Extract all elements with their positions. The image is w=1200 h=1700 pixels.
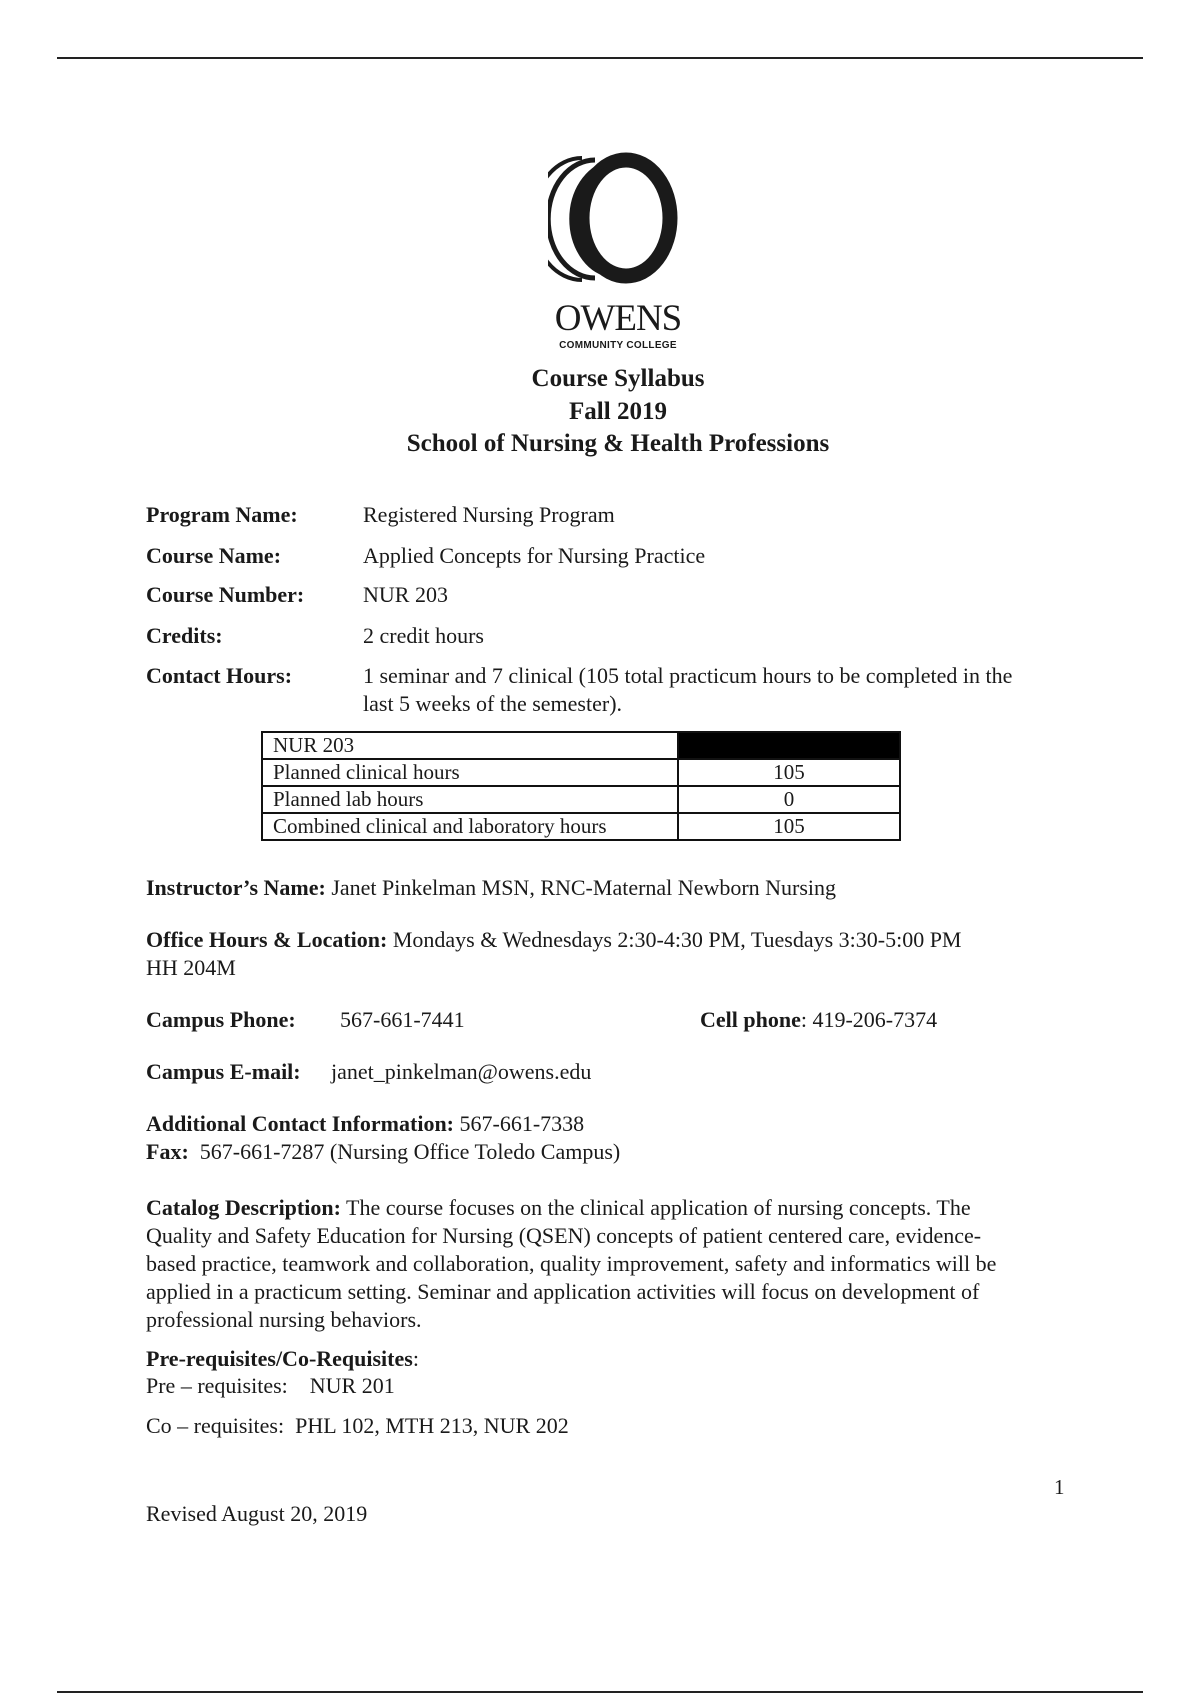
email-value: janet_pinkelman@owens.edu [331,1059,592,1084]
office-hours-value: Mondays & Wednesdays 2:30-4:30 PM, Tuesdays 3:30-5:00 PM [392,927,962,952]
instructor-label: Instructor’s Name: [146,875,326,900]
program-value: Registered Nursing Program [363,502,615,527]
table-row-label: Planned lab hours [262,786,678,813]
contact-hours-value-line2: last 5 weeks of the semester). [363,691,623,716]
table-row-label: Combined clinical and laboratory hours [262,813,678,840]
prereq-heading: Pre-requisites/Co-Requisites [146,1346,413,1371]
catalog-description [146,1194,1086,1334]
catalog-text: The course focuses on the clinical application of nursing concepts. The [346,1195,971,1220]
catalog-line: Quality and Safety Education for Nursing (QSEN) concepts of patient centered care, evidence- [146,1223,982,1248]
instructor-value: Janet Pinkelman MSN, RNC-Maternal Newborn Nursing [331,875,837,900]
campus-phone-value: 567-661-7441 [340,1007,465,1032]
credits-label: Credits: [146,623,223,648]
catalog-line [146,1194,1086,1222]
catalog-label: Catalog Description: [146,1195,341,1220]
table-row [262,759,900,786]
top-rule [57,57,1143,59]
revised-date: Revised August 20, 2019 [146,1501,368,1526]
school-title: School of Nursing & Health Professions [406,430,830,457]
table-header-blank-cell [678,732,900,759]
table-row-label: Planned clinical hours [262,759,678,786]
additional-contact-value: 567-661-7338 [459,1111,585,1136]
hours-table [261,731,901,841]
cell-phone-value: : 419-206-7374 [800,1007,938,1032]
fax-value: 567-661-7287 (Nursing Office Toledo Campus) [199,1139,621,1164]
office-hours-line [146,927,962,953]
pre-requisites-label: Pre – requisites: [146,1373,288,1398]
table-row-value: 0 [678,786,900,813]
table-header-row [262,732,900,759]
fax-label: Fax: [146,1139,189,1164]
cell-phone-line [700,1007,937,1033]
course-number-label: Course Number: [146,582,305,607]
table-row [262,786,900,813]
co-requisites-line [146,1413,569,1439]
co-requisites-value: PHL 102, MTH 213, NUR 202 [295,1413,569,1438]
page-number: 1 [1054,1475,1065,1499]
instructor-line [146,875,836,901]
semester-title: Fall 2019 [569,398,667,425]
table-row-value: 105 [678,759,900,786]
fax-line [146,1139,620,1165]
course-number-value: NUR 203 [363,582,448,607]
email-label: Campus E-mail: [146,1059,301,1084]
credits-value: 2 credit hours [363,623,484,648]
program-label: Program Name: [146,502,298,527]
contact-hours-value-line1: 1 seminar and 7 clinical (105 total practicum hours to be completed in the [363,663,1013,688]
co-requisites-label: Co – requisites: [146,1413,285,1438]
campus-phone-label: Campus Phone: [146,1007,296,1032]
catalog-line: applied in a practicum setting. Seminar and application activities will focus on development of [146,1279,980,1304]
cell-phone-label: Cell phone [700,1007,801,1032]
logo-subtitle: COMMUNITY COLLEGE [559,340,677,351]
course-name-label: Course Name: [146,543,282,568]
office-room: HH 204M [146,955,236,980]
prereq-heading-suffix: : [412,1346,419,1371]
pre-requisites-line [146,1373,395,1399]
catalog-line: professional nursing behaviors. [146,1307,422,1332]
logo-wordmark: OWENS [554,298,682,339]
owens-logo-icon [548,150,688,290]
pre-requisites-value: NUR 201 [309,1373,395,1398]
course-name-value: Applied Concepts for Nursing Practice [363,543,706,568]
syllabus-title: Course Syllabus [531,365,705,392]
bottom-rule [57,1691,1143,1693]
additional-contact-line [146,1111,584,1137]
contact-hours-label: Contact Hours: [146,663,293,688]
table-header-cell: NUR 203 [262,732,678,759]
prereq-heading-line [146,1346,419,1372]
table-row-value: 105 [678,813,900,840]
additional-contact-label: Additional Contact Information: [146,1111,455,1136]
office-hours-label: Office Hours & Location: [146,927,388,952]
catalog-line: based practice, teamwork and collaboration, quality improvement, safety and informatics will be [146,1251,997,1276]
table-row [262,813,900,840]
